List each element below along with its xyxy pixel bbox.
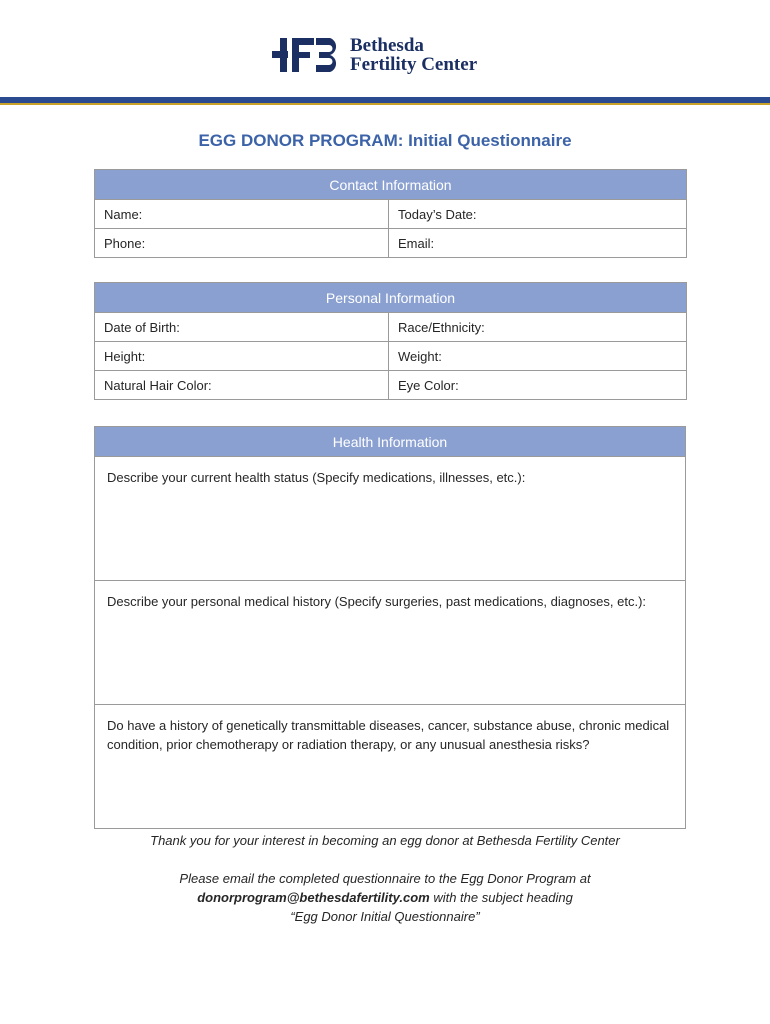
weight-field[interactable]: Weight: (389, 342, 687, 371)
page-title: EGG DONOR PROGRAM: Initial Questionnaire (198, 131, 572, 150)
logo (272, 34, 477, 76)
header-rule-accent (0, 103, 770, 105)
instructions-suffix: with the subject heading (429, 890, 573, 905)
contact-header: Contact Information (95, 170, 687, 200)
name-field[interactable]: Name: (95, 200, 389, 229)
eye-color-field[interactable]: Eye Color: (389, 371, 687, 400)
instructions-line2 (0, 888, 770, 907)
donor-email-link[interactable]: donorprogram@bethesdafertility.com (197, 890, 430, 905)
logo-line1: Bethesda (350, 35, 424, 56)
health-header: Health Information (95, 427, 686, 457)
contact-table (94, 169, 687, 258)
todays-date-field[interactable]: Today’s Date: (389, 200, 687, 229)
hair-color-field[interactable]: Natural Hair Color: (95, 371, 389, 400)
submission-instructions (0, 869, 770, 926)
health-status-field[interactable]: Describe your current health status (Specify medications, illnesses, etc.): (95, 457, 686, 581)
race-field[interactable]: Race/Ethnicity: (389, 313, 687, 342)
personal-header: Personal Information (95, 283, 687, 313)
email-field[interactable]: Email: (389, 229, 687, 258)
instructions-line3: “Egg Donor Initial Questionnaire” (290, 909, 480, 924)
medical-history-field[interactable]: Describe your personal medical history (Specify surgeries, past medications, diagnoses, etc.): (95, 581, 686, 705)
genetic-history-field[interactable]: Do have a history of genetically transmittable diseases, cancer, substance abuse, chronic medical condition, prior chemotherapy or radiation therapy, or any unusual anesthesia risks? (95, 705, 686, 829)
dob-field[interactable]: Date of Birth: (95, 313, 389, 342)
phone-field[interactable]: Phone: (95, 229, 389, 258)
logo-line2: Fertility Center (350, 54, 478, 75)
health-table (94, 426, 686, 829)
height-field[interactable]: Height: (95, 342, 389, 371)
personal-table (94, 282, 687, 400)
bethesda-logo-icon (272, 34, 344, 76)
instructions-line1: Please email the completed questionnaire to the Egg Donor Program at (179, 871, 591, 886)
thank-you-note: Thank you for your interest in becoming an egg donor at Bethesda Fertility Center (150, 833, 620, 848)
